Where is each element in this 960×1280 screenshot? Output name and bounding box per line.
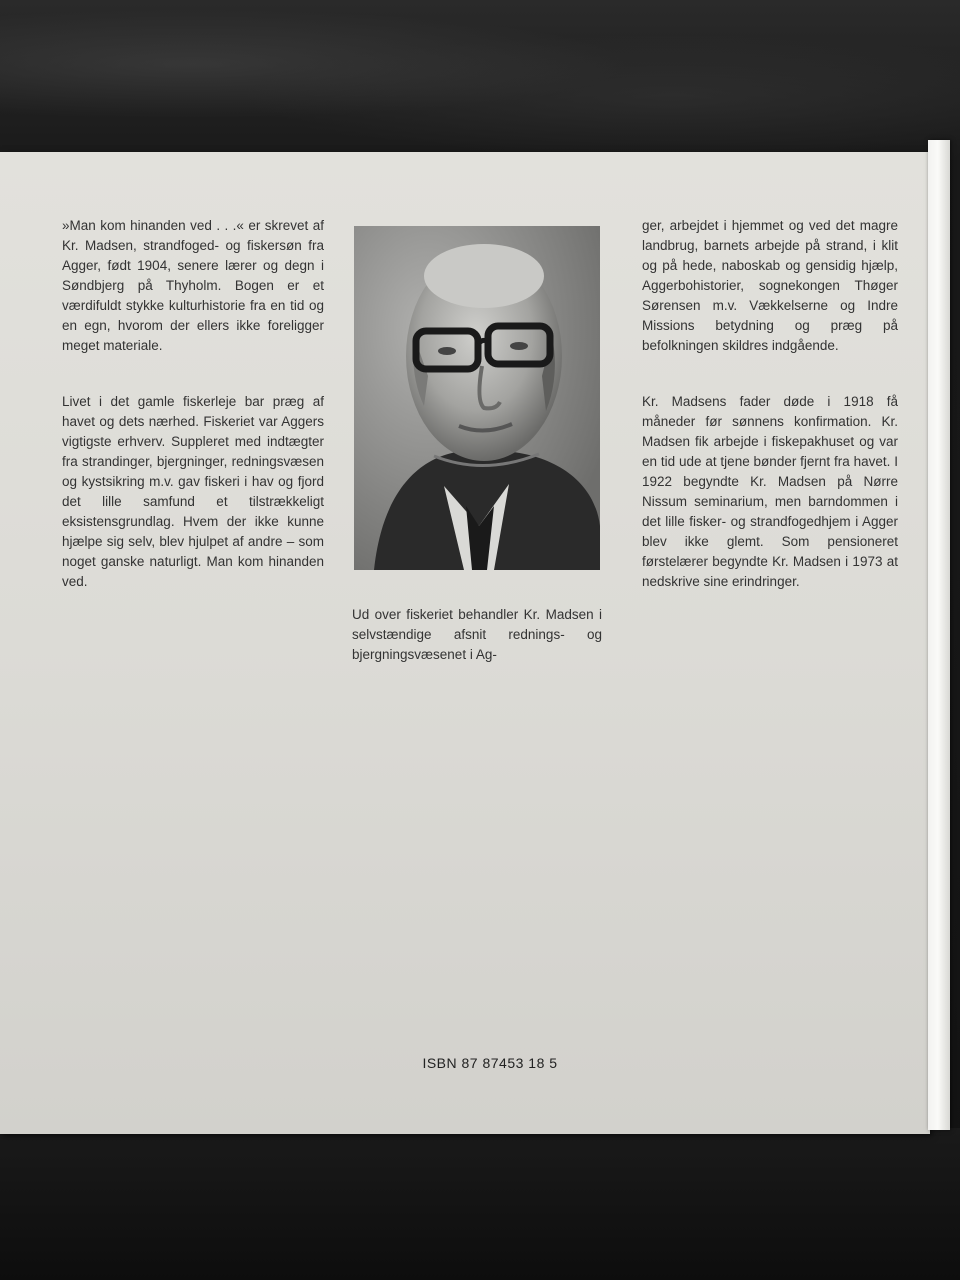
left-paragraph-1: »Man kom hinanden ved . . .« er skrevet af Kr. Madsen, strandfoged- og fiskersøn fra Agger, født 1904, senere lærer og degn i Søndbjerg på Thyholm. Bogen er et værdifuldt stykke kulturhistorie fra en tid og en egn, hvorom der ellers ikke foreligger meget materiale. — [62, 218, 324, 353]
book-spine — [928, 140, 950, 1130]
author-portrait-photo — [354, 226, 600, 570]
left-text-column — [62, 216, 324, 628]
right-paragraph-2: Kr. Madsens fader døde i 1918 få måneder før sønnens konfirmation. Kr. Madsen fik arbejde i fiskepakhuset og var en tid ude at tjene bønder fjernt fra havet. I 1922 begyndte Kr. Madsen på Nørre Nissum seminarium, men barndommen i det lille fisker- og strandfogedhjem i Agger blev ikke glemt. Som pensioneret førstelærer begyndte Kr. Madsen i 1973 at nedskrive sine erindringer. — [642, 394, 898, 589]
right-text-column — [642, 216, 898, 628]
right-paragraph-1: ger, arbejdet i hjemmet og ved det magre landbrug, barnets arbejde på strand, i klit og på hede, naboskab og gensidig hjælp, Aggerbohistorier, sognekongen Thøger Sørensen m.v. Vækkelserne og Indre Missions betydning og præg på befolkningen skildres indgående. — [642, 218, 898, 353]
leather-background-bottom — [0, 1128, 960, 1280]
isbn-number: ISBN 87 87453 18 5 — [422, 1055, 558, 1071]
leather-background-top — [0, 0, 960, 160]
middle-text-column — [352, 605, 602, 701]
left-paragraph-2: Livet i det gamle fiskerleje bar præg af havet og dets nærhed. Fiskeriet var Aggers vigtigste erhverv. Suppleret med indtægter fra strandinger, bjergninger, redningsvæsen og kystsikring m.v. gav fiskeri i hav og fjord det lille samfund et tilstrækkeligt eksistensgrundlag. Hvem der ikke kunne hjælpe sig selv, blev hjulpet af andre – som noget ganske naturligt. Man kom hinanden ved. — [62, 394, 324, 589]
middle-paragraph-1: Ud over fiskeriet behandler Kr. Madsen i selvstændige afsnit rednings- og bjergningsvæsenet i Ag- — [352, 607, 602, 662]
